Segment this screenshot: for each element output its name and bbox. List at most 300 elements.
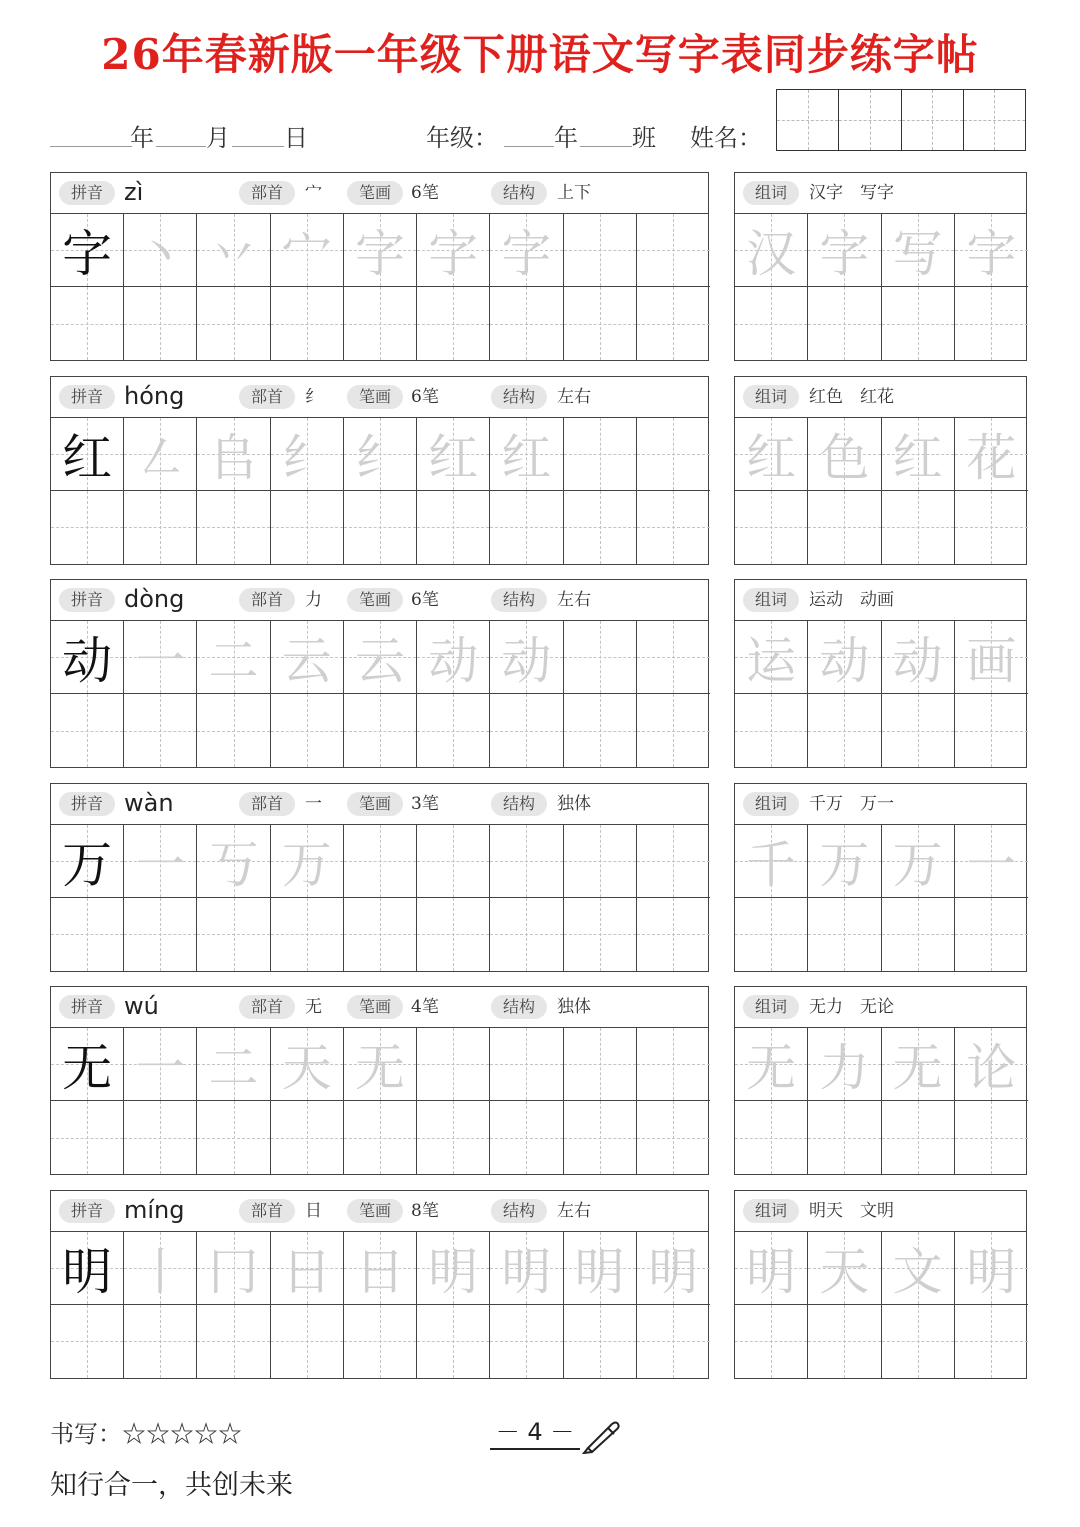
practice-cell[interactable]	[51, 1305, 124, 1378]
strokes-tag: 笔画	[347, 792, 403, 816]
cell-guide-horizontal	[882, 527, 954, 528]
practice-cell[interactable]	[955, 1232, 1028, 1305]
practice-cell[interactable]	[808, 1232, 881, 1305]
practice-cell[interactable]	[955, 825, 1028, 898]
practice-cell[interactable]	[882, 1305, 955, 1378]
practice-cell[interactable]	[735, 1101, 808, 1174]
character-panel	[50, 986, 709, 1175]
structure-tag: 结构	[491, 792, 547, 816]
cell-guide-horizontal	[490, 1064, 562, 1065]
cell-guide-horizontal	[637, 527, 710, 528]
practice-cell[interactable]	[271, 621, 344, 694]
practice-cell[interactable]	[955, 1101, 1028, 1174]
practice-cell[interactable]	[808, 621, 881, 694]
practice-cell[interactable]	[637, 898, 710, 971]
strokes-tag: 笔画	[347, 995, 403, 1019]
practice-cell[interactable]	[490, 1101, 563, 1174]
practice-cell[interactable]	[808, 214, 881, 287]
cell-guide-horizontal	[882, 324, 954, 325]
practice-cell[interactable]	[417, 214, 490, 287]
structure-tag: 结构	[491, 385, 547, 409]
practice-cell[interactable]	[564, 1028, 637, 1101]
practice-cell[interactable]	[344, 1101, 417, 1174]
practice-cell[interactable]	[124, 694, 197, 767]
trace-character: 𠂤	[208, 428, 259, 487]
practice-cell[interactable]	[955, 214, 1028, 287]
practice-cell[interactable]	[271, 287, 344, 360]
trace-character: 云	[281, 632, 332, 690]
practice-cell[interactable]	[344, 1232, 417, 1305]
practice-cell[interactable]	[417, 898, 490, 971]
practice-cell[interactable]	[197, 694, 270, 767]
practice-cell[interactable]	[955, 694, 1028, 767]
model-character: 明	[62, 1242, 113, 1301]
practice-cell[interactable]	[51, 214, 124, 287]
structure-tag: 结构	[491, 588, 547, 612]
practice-cell[interactable]	[490, 214, 563, 287]
practice-cell[interactable]	[417, 1028, 490, 1101]
practice-cell[interactable]	[882, 825, 955, 898]
strokes-value: 6笔	[411, 386, 439, 407]
rating-label: 书写：☆☆☆☆☆	[50, 1420, 242, 1448]
practice-cell[interactable]	[637, 1232, 710, 1305]
pinyin-value: wàn	[124, 788, 174, 817]
practice-cell[interactable]	[197, 1305, 270, 1378]
cell-guide-horizontal	[344, 527, 416, 528]
radical-tag: 部首	[239, 1199, 295, 1223]
trace-character: 冂	[208, 1242, 259, 1301]
cell-guide-horizontal	[197, 1138, 269, 1139]
words-grid	[735, 214, 1028, 360]
model-character: 红	[62, 428, 113, 487]
cell-guide-horizontal	[124, 934, 196, 935]
practice-cell[interactable]	[955, 287, 1028, 360]
practice-cell[interactable]	[197, 287, 270, 360]
trace-character: 二	[208, 1039, 259, 1097]
practice-cell[interactable]	[564, 825, 637, 898]
words-grid	[735, 1232, 1028, 1378]
cell-guide-horizontal	[808, 1341, 880, 1342]
practice-cell[interactable]	[124, 898, 197, 971]
cell-guide-horizontal	[51, 1341, 123, 1342]
practice-cell[interactable]	[735, 1305, 808, 1378]
structure-tag: 结构	[491, 995, 547, 1019]
cell-guide-horizontal	[271, 934, 343, 935]
structure-value: 左右	[557, 590, 591, 610]
pinyin-tag: 拼音	[59, 1199, 115, 1223]
character-info-row	[51, 377, 708, 418]
practice-cell[interactable]	[417, 1101, 490, 1174]
practice-cell[interactable]	[882, 898, 955, 971]
trace-character: 万	[892, 835, 943, 894]
practice-cell[interactable]	[197, 621, 270, 694]
cell-guide-horizontal	[637, 1341, 710, 1342]
practice-cell[interactable]	[735, 621, 808, 694]
writing-grid	[51, 214, 710, 360]
practice-cell[interactable]	[955, 1305, 1028, 1378]
practice-cell[interactable]	[808, 1028, 881, 1101]
practice-cell[interactable]	[637, 1305, 710, 1378]
radical-value: 无	[305, 997, 322, 1017]
name-label: 姓名：	[690, 124, 762, 152]
name-boxes[interactable]	[776, 89, 1026, 151]
practice-cell[interactable]	[417, 1232, 490, 1305]
cell-guide-horizontal	[955, 731, 1028, 732]
words-tag: 组词	[743, 385, 799, 409]
practice-cell[interactable]	[955, 621, 1028, 694]
practice-cell[interactable]	[808, 898, 881, 971]
practice-cell[interactable]	[197, 214, 270, 287]
practice-cell[interactable]	[271, 491, 344, 564]
trace-character: 字	[966, 225, 1017, 283]
practice-cell[interactable]	[564, 1101, 637, 1174]
practice-cell[interactable]	[637, 621, 710, 694]
practice-cell[interactable]	[124, 287, 197, 360]
practice-cell[interactable]	[808, 287, 881, 360]
writing-grid	[51, 1028, 710, 1174]
cell-guide-horizontal	[564, 250, 636, 251]
year-underline	[50, 146, 132, 147]
practice-cell[interactable]	[637, 825, 710, 898]
cell-guide-horizontal	[637, 250, 710, 251]
trace-character: 花	[966, 428, 1017, 487]
cell-guide-horizontal	[637, 454, 710, 455]
structure-value: 独体	[557, 997, 591, 1017]
words-value: 千万 万一	[809, 793, 894, 814]
trace-character: 丨	[135, 1242, 186, 1301]
practice-cell[interactable]	[955, 491, 1028, 564]
practice-cell[interactable]	[417, 287, 490, 360]
practice-cell[interactable]	[344, 287, 417, 360]
practice-cell[interactable]	[735, 898, 808, 971]
practice-cell[interactable]	[51, 898, 124, 971]
practice-cell[interactable]	[344, 621, 417, 694]
practice-cell[interactable]	[564, 287, 637, 360]
practice-cell[interactable]	[490, 621, 563, 694]
practice-cell[interactable]	[564, 1305, 637, 1378]
practice-cell[interactable]	[51, 825, 124, 898]
strokes-value: 4笔	[411, 997, 439, 1017]
practice-cell[interactable]	[197, 1101, 270, 1174]
practice-cell[interactable]	[271, 1028, 344, 1101]
practice-cell[interactable]	[344, 825, 417, 898]
model-character: 无	[62, 1039, 113, 1097]
cell-guide-horizontal	[344, 934, 416, 935]
practice-cell[interactable]	[808, 1101, 881, 1174]
day-underline	[232, 146, 284, 147]
practice-cell[interactable]	[490, 1305, 563, 1378]
practice-cell[interactable]	[51, 621, 124, 694]
practice-cell[interactable]	[417, 1305, 490, 1378]
trace-character: 文	[892, 1242, 943, 1301]
trace-character: 一	[966, 835, 1017, 894]
words-value: 红色 红花	[809, 386, 894, 407]
practice-cell[interactable]	[637, 287, 710, 360]
cell-guide-horizontal	[882, 1341, 954, 1342]
cell-guide-horizontal	[735, 324, 807, 325]
practice-cell[interactable]	[735, 214, 808, 287]
practice-cell[interactable]	[271, 694, 344, 767]
cell-guide-horizontal	[564, 324, 636, 325]
trace-character: 论	[966, 1039, 1017, 1097]
practice-cell[interactable]	[344, 1028, 417, 1101]
practice-cell[interactable]	[51, 1232, 124, 1305]
practice-cell[interactable]	[417, 825, 490, 898]
pinyin-tag: 拼音	[59, 588, 115, 612]
practice-cell[interactable]	[882, 418, 955, 491]
practice-cell[interactable]	[955, 898, 1028, 971]
practice-cell[interactable]	[637, 214, 710, 287]
practice-cell[interactable]	[490, 287, 563, 360]
practice-cell[interactable]	[735, 1028, 808, 1101]
class-label: 班	[632, 124, 656, 152]
practice-cell[interactable]	[637, 491, 710, 564]
practice-cell[interactable]	[564, 898, 637, 971]
practice-cell[interactable]	[271, 1101, 344, 1174]
practice-cell[interactable]	[490, 1232, 563, 1305]
character-info-row	[51, 1191, 708, 1232]
practice-cell[interactable]	[124, 491, 197, 564]
structure-tag: 结构	[491, 181, 547, 205]
cell-guide-horizontal	[490, 1138, 562, 1139]
trace-character: 纟	[354, 428, 405, 487]
practice-cell[interactable]	[124, 1101, 197, 1174]
name-box[interactable]	[901, 90, 963, 150]
pinyin-tag: 拼音	[59, 385, 115, 409]
cell-guide-horizontal	[882, 731, 954, 732]
cell-guide-horizontal	[735, 527, 807, 528]
practice-cell[interactable]	[735, 418, 808, 491]
structure-tag: 结构	[491, 1199, 547, 1223]
words-panel	[734, 1190, 1027, 1379]
strokes-value: 3笔	[411, 793, 439, 814]
pinyin-value: míng	[124, 1195, 185, 1224]
practice-cell[interactable]	[735, 491, 808, 564]
practice-cell[interactable]	[490, 898, 563, 971]
strokes-tag: 笔画	[347, 181, 403, 205]
trace-character: 动	[428, 632, 479, 690]
trace-character: 字	[354, 225, 405, 283]
practice-cell[interactable]	[882, 287, 955, 360]
practice-cell[interactable]	[808, 825, 881, 898]
cell-guide-horizontal	[271, 1341, 343, 1342]
words-panel	[734, 783, 1027, 972]
cell-guide-horizontal	[344, 324, 416, 325]
model-character: 动	[62, 632, 113, 690]
grade-underline	[504, 146, 554, 147]
cell-guide-horizontal	[124, 324, 196, 325]
practice-cell[interactable]	[417, 694, 490, 767]
practice-cell[interactable]	[124, 825, 197, 898]
practice-cell[interactable]	[637, 418, 710, 491]
trace-character: 纟	[281, 428, 332, 487]
cell-guide-horizontal	[637, 934, 710, 935]
cell-guide-horizontal	[955, 934, 1028, 935]
cell-guide-horizontal	[197, 527, 269, 528]
practice-cell[interactable]	[344, 1305, 417, 1378]
words-info-row	[735, 580, 1026, 621]
practice-cell[interactable]	[637, 694, 710, 767]
practice-cell[interactable]	[344, 694, 417, 767]
radical-value: 纟	[305, 386, 322, 407]
trace-character: 明	[648, 1242, 699, 1301]
cell-guide-horizontal	[51, 324, 123, 325]
practice-cell[interactable]	[735, 694, 808, 767]
practice-cell[interactable]	[564, 418, 637, 491]
practice-cell[interactable]	[882, 1101, 955, 1174]
character-panel	[50, 1190, 709, 1379]
pinyin-value: zì	[124, 178, 144, 206]
practice-cell[interactable]	[417, 491, 490, 564]
words-info-row	[735, 784, 1026, 825]
practice-cell[interactable]	[51, 1101, 124, 1174]
practice-cell[interactable]	[197, 1232, 270, 1305]
practice-cell[interactable]	[197, 825, 270, 898]
words-grid	[735, 1028, 1028, 1174]
trace-character: 一	[135, 835, 186, 894]
practice-cell[interactable]	[637, 1101, 710, 1174]
radical-value: 力	[305, 590, 322, 610]
cell-guide-horizontal	[51, 731, 123, 732]
cell-guide-horizontal	[808, 934, 880, 935]
practice-cell[interactable]	[417, 418, 490, 491]
practice-cell[interactable]	[564, 1232, 637, 1305]
practice-cell[interactable]	[197, 418, 270, 491]
words-panel	[734, 376, 1027, 565]
class-underline	[580, 146, 632, 147]
practice-cell[interactable]	[882, 621, 955, 694]
practice-cell[interactable]	[124, 1232, 197, 1305]
model-character: 万	[62, 835, 113, 894]
practice-cell[interactable]	[51, 694, 124, 767]
practice-cell[interactable]	[882, 491, 955, 564]
practice-cell[interactable]	[344, 898, 417, 971]
practice-cell[interactable]	[490, 418, 563, 491]
cell-guide-horizontal	[197, 324, 269, 325]
practice-cell[interactable]	[51, 1028, 124, 1101]
cell-guide-horizontal	[564, 731, 636, 732]
name-box[interactable]	[963, 90, 1025, 150]
practice-cell[interactable]	[882, 214, 955, 287]
practice-cell[interactable]	[124, 621, 197, 694]
practice-cell[interactable]	[490, 1028, 563, 1101]
practice-cell[interactable]	[564, 694, 637, 767]
practice-cell[interactable]	[344, 214, 417, 287]
name-box[interactable]	[777, 90, 838, 150]
trace-character: 丶	[135, 225, 186, 283]
trace-character: 红	[428, 428, 479, 487]
practice-cell[interactable]	[197, 898, 270, 971]
practice-cell[interactable]	[808, 491, 881, 564]
pinyin-tag: 拼音	[59, 995, 115, 1019]
practice-cell[interactable]	[808, 1305, 881, 1378]
words-grid	[735, 825, 1028, 971]
practice-cell[interactable]	[271, 1232, 344, 1305]
radical-value: 宀	[305, 183, 322, 203]
page-number: － 4 －	[495, 1418, 575, 1446]
character-info-row	[51, 784, 708, 825]
practice-cell[interactable]	[882, 1028, 955, 1101]
words-value: 明天 文明	[809, 1200, 894, 1221]
practice-cell[interactable]	[955, 418, 1028, 491]
practice-cell[interactable]	[735, 825, 808, 898]
page-number-underline	[490, 1448, 580, 1450]
trace-character: 天	[819, 1242, 870, 1301]
practice-cell[interactable]	[344, 491, 417, 564]
character-panel	[50, 579, 709, 768]
practice-cell[interactable]	[564, 621, 637, 694]
cell-guide-horizontal	[271, 527, 343, 528]
character-panel	[50, 172, 709, 361]
cell-guide-horizontal	[490, 731, 562, 732]
practice-cell[interactable]	[124, 1305, 197, 1378]
strokes-tag: 笔画	[347, 385, 403, 409]
practice-cell[interactable]	[735, 1232, 808, 1305]
cell-guide-horizontal	[417, 861, 489, 862]
practice-cell[interactable]	[564, 491, 637, 564]
practice-cell[interactable]	[197, 1028, 270, 1101]
practice-cell[interactable]	[271, 418, 344, 491]
practice-cell[interactable]	[808, 418, 881, 491]
words-info-row	[735, 1191, 1026, 1232]
trace-character: 万	[819, 835, 870, 894]
practice-cell[interactable]	[808, 694, 881, 767]
practice-cell[interactable]	[417, 621, 490, 694]
writing-grid	[51, 418, 710, 564]
name-box[interactable]	[838, 90, 900, 150]
character-info-row	[51, 987, 708, 1028]
trace-character: 无	[892, 1039, 943, 1097]
trace-character: 云	[354, 632, 405, 690]
practice-cell[interactable]	[51, 491, 124, 564]
practice-cell[interactable]	[124, 418, 197, 491]
structure-value: 独体	[557, 793, 591, 814]
cell-guide-horizontal	[197, 731, 269, 732]
practice-cell[interactable]	[271, 1305, 344, 1378]
practice-cell[interactable]	[51, 287, 124, 360]
character-info-row	[51, 173, 708, 214]
practice-cell[interactable]	[271, 898, 344, 971]
practice-cell[interactable]	[955, 1028, 1028, 1101]
practice-cell[interactable]	[564, 214, 637, 287]
practice-cell[interactable]	[490, 694, 563, 767]
practice-cell[interactable]	[124, 1028, 197, 1101]
practice-cell[interactable]	[51, 418, 124, 491]
practice-cell[interactable]	[882, 694, 955, 767]
month-label: 月	[206, 124, 230, 152]
practice-cell[interactable]	[490, 825, 563, 898]
practice-cell[interactable]	[882, 1232, 955, 1305]
practice-cell[interactable]	[124, 214, 197, 287]
trace-character: 字	[501, 225, 552, 283]
cell-guide-horizontal	[344, 1138, 416, 1139]
practice-cell[interactable]	[735, 287, 808, 360]
words-value: 运动 动画	[809, 590, 894, 610]
trace-character: 明	[428, 1242, 479, 1301]
trace-character: 丂	[208, 835, 259, 894]
radical-tag: 部首	[239, 385, 295, 409]
practice-cell[interactable]	[197, 491, 270, 564]
practice-cell[interactable]	[637, 1028, 710, 1101]
practice-cell[interactable]	[344, 418, 417, 491]
trace-character: 动	[892, 632, 943, 690]
strokes-tag: 笔画	[347, 588, 403, 612]
page-title: 26年春新版一年级下册语文写字表同步练字帖	[101, 30, 979, 79]
practice-cell[interactable]	[490, 491, 563, 564]
practice-cell[interactable]	[271, 825, 344, 898]
trace-character: 日	[281, 1242, 332, 1301]
practice-cell[interactable]	[271, 214, 344, 287]
